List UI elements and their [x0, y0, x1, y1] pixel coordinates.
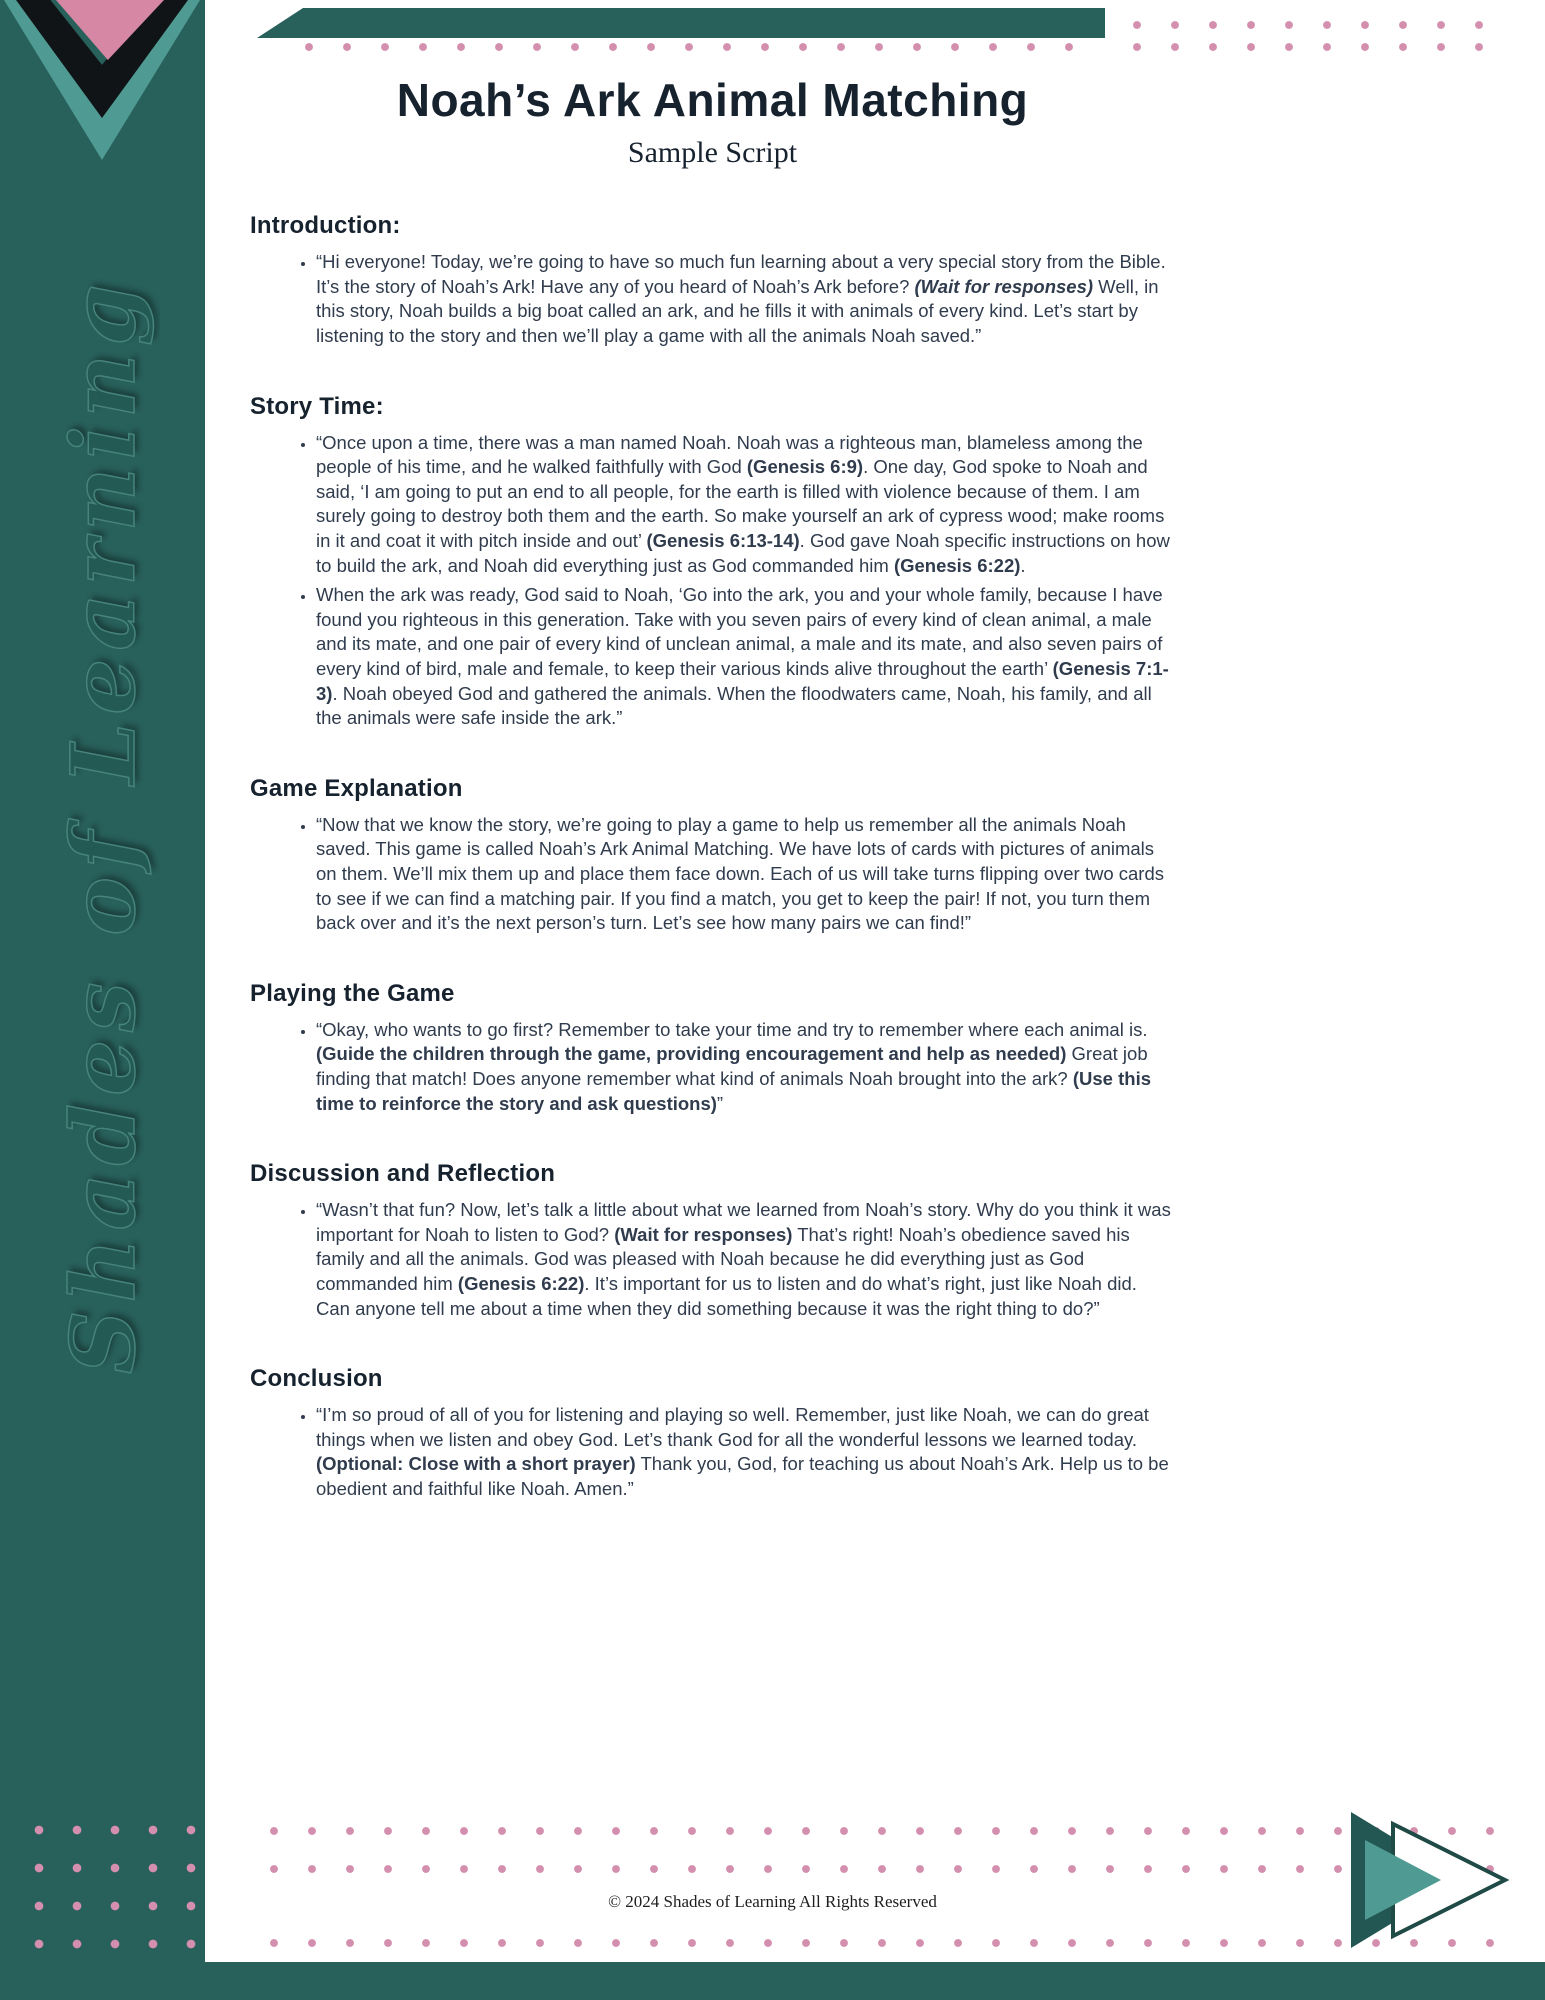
section-bullets [250, 1403, 1175, 1501]
text-run: “Wasn’t that fun? Now, let’s talk a little about what we learned from Noah’s story. Why do you think it was important for Noah to listen to God? [316, 1199, 1171, 1245]
dotted-row-bottom-3 [255, 1938, 1495, 1948]
bullet-item [316, 431, 1175, 579]
bullet-item [316, 1018, 1175, 1116]
bullet-item [316, 813, 1175, 936]
emphasized-run: (Genesis 6:22) [457, 1272, 585, 1294]
text-run: “I’m so proud of all of you for listening and playing so well. Remember, just like Noah, we can do great things when we listen and obey God. Let’s thank God for all the wonderful lessons we learned today. [316, 1404, 1149, 1450]
text-run: When the ark was ready, God said to Noah, ‘Go into the ark, you and your whole family, because I have found you righteous in this generation. Take with you seven pairs of every kind of clean animal, a male and its mate, and one pair of every kind of unclean animal, a male and its mate, and also seven pairs of every kind of bird, male and female, to keep their various kinds alive throughout the earth’ [316, 584, 1163, 680]
dotted-row-bottom-1 [255, 1826, 1495, 1836]
section-heading-story-time: Story Time: [250, 392, 384, 420]
section-playing-the-game [250, 980, 1175, 1116]
text-run: “Okay, who wants to go first? Remember to take your time and try to remember where each animal is. [316, 1018, 1148, 1040]
section-introduction [250, 212, 1175, 348]
section-bullets [250, 431, 1175, 731]
text-run: That’s right! Noah’s obedience saved his family and all the animals. God was pleased with Noah because he did everything just as God commanded him [316, 1223, 1130, 1294]
emphasized-run: (Wait for responses) [614, 1223, 793, 1245]
emphasized-run: (Wait for responses) [914, 275, 1094, 297]
text-run: . Noah obeyed God and gathered the animals. When the floodwaters came, Noah, his family, and all the animals were safe inside the ark.” [316, 682, 1152, 729]
dotted-row-bottom-2 [255, 1864, 1495, 1874]
section-conclusion [250, 1365, 1175, 1501]
corner-decoration [0, 0, 205, 170]
section-heading-introduction: Introduction: [250, 212, 401, 240]
text-run: “Once upon a time, there was a man named Noah. Noah was a righteous man, blameless among the people of his time, and he walked faithfully with God [316, 431, 1143, 478]
text-run: . God gave Noah specific instructions on how to build the ark, and Noah did everything just as God commanded him [316, 530, 1170, 576]
text-run: . It’s important for us to listen and do what’s right, just like Noah did. Can anyone tell me about a time when they did something because it was the right thing to do?” [316, 1272, 1137, 1319]
emphasized-run: (Optional: Close with a short prayer) [316, 1453, 636, 1475]
section-heading-game-explanation: Game Explanation [250, 774, 463, 802]
bullet-item [316, 583, 1175, 731]
text-run: . [1020, 554, 1026, 576]
section-bullets [250, 1018, 1175, 1116]
page-title: Noah’s Ark Animal Matching [396, 74, 1029, 126]
text-run: ” [716, 1092, 724, 1114]
text-run: Thank you, God, for teaching us about Noah’s Ark. Help us to be obedient and faithful like Noah. Amen.” [316, 1453, 1169, 1499]
content-column [250, 0, 1175, 1545]
section-bullets [250, 813, 1175, 936]
section-heading-discussion-and-reflection: Discussion and Reflection [250, 1160, 556, 1188]
script-sections [250, 212, 1175, 1501]
emphasized-run: (Guide the children through the game, providing encouragement and help as needed) [316, 1043, 1067, 1065]
text-run: “Now that we know the story, we’re going to play a game to help us remember all the animals Noah saved. This game is called Noah’s Ark Animal Matching. We have lots of cards with pictures of animals on them. We’ll mix them up and place them face down. Each of us will take turns flipping over two cards to see if we can find a matching pair. If you find a match, you get to keep the pair! If not, you turn them back over and it’s the next person’s turn. Let’s see how many pairs we can find!” [316, 813, 1164, 934]
bullet-item [316, 1198, 1175, 1321]
text-run: Well, in this story, Noah builds a big boat called an ark, and he fills it with animals of every kind. Let’s start by listening to the story and then we’ll play a game with all the animals Noah saved.” [316, 275, 1159, 347]
emphasized-run: (Genesis 6:22) [893, 554, 1021, 576]
sidebar [0, 0, 205, 2000]
bottom-left-dot-grid [14, 1805, 200, 1955]
text-run: Great job finding that match! Does anyone remember what kind of animals Noah brought into the ark? [316, 1043, 1148, 1089]
section-game-explanation [250, 775, 1175, 936]
section-heading-conclusion: Conclusion [250, 1365, 383, 1393]
emphasized-run: (Use this time to reinforce the story and ask questions) [316, 1067, 1152, 1114]
footer-triangle-icons [1345, 1808, 1515, 1958]
emphasized-run: (Genesis 7:1-3) [316, 658, 1169, 704]
bottom-strip [0, 1962, 1545, 2000]
section-discussion-and-reflection [250, 1160, 1175, 1321]
emphasized-run: (Genesis 6:9) [746, 456, 864, 478]
section-heading-playing-the-game: Playing the Game [250, 979, 455, 1007]
sidebar-brand-text: Shades of Learning [51, 276, 155, 1374]
section-bullets [250, 1198, 1175, 1321]
section-bullets [250, 250, 1175, 348]
bullet-item [316, 250, 1175, 348]
text-run: . One day, God spoke to Noah and said, ‘I am going to put an end to all people, for the earth is filled with violence because of them. I am surely going to destroy both them and the earth. So make yourself an ark of cypress wood; make rooms in it and coat it with pitch inside and out’ [316, 456, 1165, 552]
page-subtitle: Sample Script [627, 136, 798, 170]
emphasized-run: (Genesis 6:13-14) [646, 530, 800, 552]
text-run: “Hi everyone! Today, we’re going to have so much fun learning about a very special story from the Bible. It’s the story of Noah’s Ark! Have any of you heard of Noah’s Ark before? [316, 251, 1166, 297]
section-story-time [250, 393, 1175, 731]
copyright-text: © 2024 Shades of Learning All Rights Reserved [608, 1892, 937, 1911]
bullet-item [316, 1403, 1175, 1501]
